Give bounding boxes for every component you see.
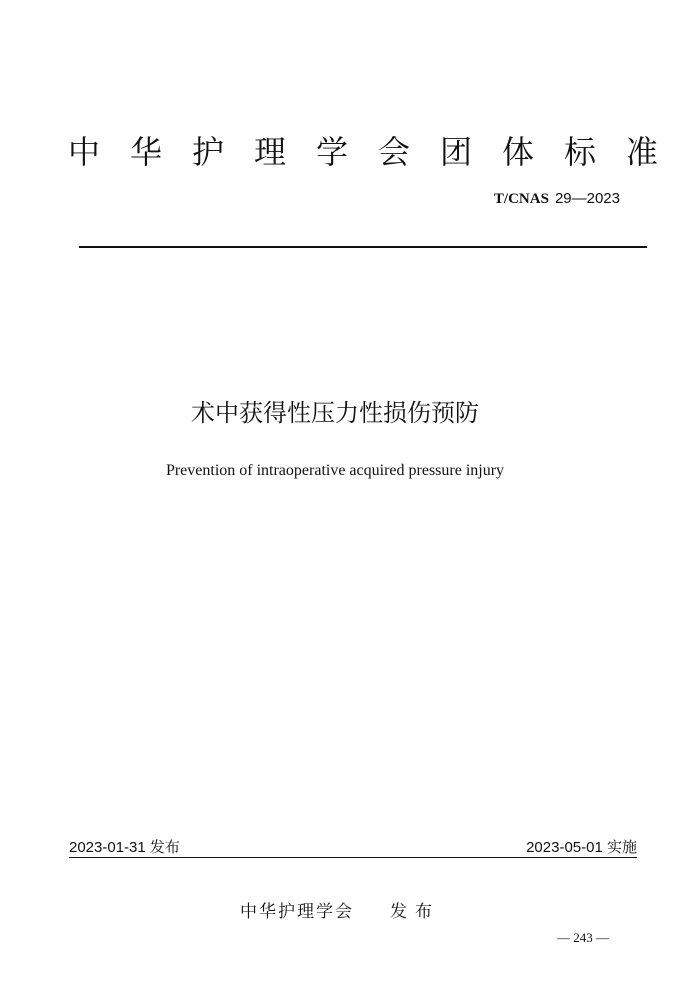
standard-code-number: 29—2023: [554, 190, 620, 207]
standard-code-prefix: T/CNAS: [493, 191, 549, 207]
document-title-chinese: 术中获得性压力性损伤预防: [191, 399, 479, 427]
publisher-name: 中华护理学会: [240, 902, 354, 922]
organization-standard-header: 中华护理学会团体标准: [68, 133, 689, 171]
effective-date: 2023-05-01 实施: [526, 839, 637, 856]
publisher-line: [240, 900, 440, 924]
issue-date: 2023-01-31 发布: [69, 839, 180, 856]
document-title-english: Prevention of intraoperative acquired pressure injury: [165, 462, 505, 479]
date-row: [69, 837, 637, 859]
publisher-action: 发布: [390, 902, 440, 922]
footer-divider: [69, 857, 637, 858]
page-number: — 243 —: [557, 930, 609, 945]
header-divider: [79, 246, 647, 248]
standard-code: [494, 188, 620, 210]
